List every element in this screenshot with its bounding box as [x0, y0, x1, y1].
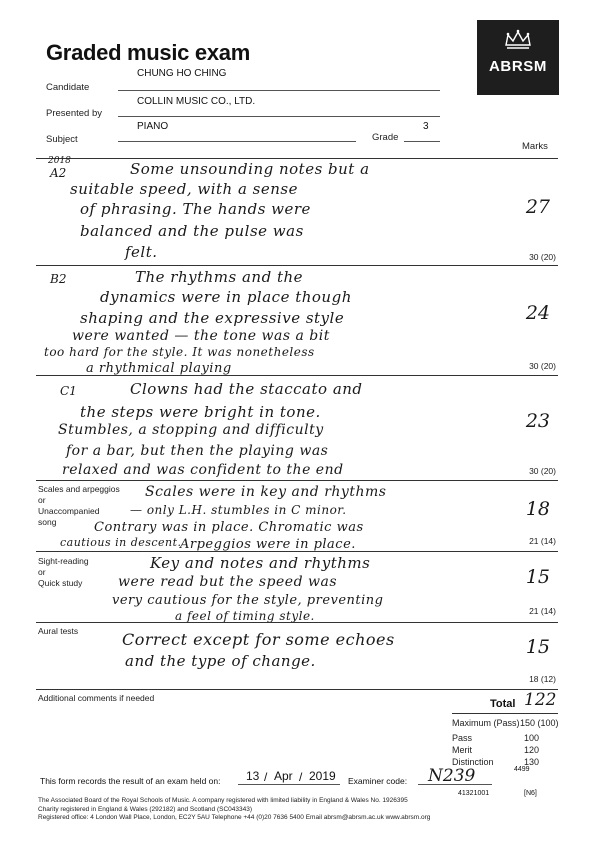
distinction-label: Distinction: [452, 757, 494, 767]
section-divider: [36, 622, 558, 623]
grade-label: Grade: [372, 132, 399, 143]
distinction-value: 130: [524, 757, 540, 767]
section-mark: 15: [525, 636, 550, 658]
section-divider: [36, 689, 558, 690]
section-code: B2: [50, 272, 67, 286]
comment-line: Arpeggios were in place.: [180, 537, 356, 552]
section-max: 21 (14): [529, 606, 556, 616]
comment-line: balanced and the pulse was: [80, 222, 304, 240]
examiner-code-value: N239: [428, 766, 476, 786]
label-line: Unaccompanied: [38, 506, 100, 516]
date-separator: /: [299, 770, 303, 784]
section-code: A2: [50, 166, 67, 180]
comment-line: shaping and the expressive style: [80, 309, 345, 327]
merit-value: 120: [524, 745, 540, 755]
legal-line: Charity registered in England & Wales (292182) and Scotland (SC043343): [38, 805, 253, 813]
comment-line: felt.: [125, 243, 158, 261]
section-mark: 24: [525, 302, 550, 324]
date-separator: /: [264, 770, 268, 784]
section-divider: [36, 551, 558, 552]
comment-line: too hard for the style. It was nonetheless: [44, 345, 315, 359]
pass-label: Pass: [452, 733, 473, 743]
label-line: or: [38, 495, 46, 505]
comment-line: the steps were bright in tone.: [80, 403, 321, 421]
ref-code: [N6]: [524, 790, 537, 797]
abrsm-logo: [477, 20, 559, 95]
merit-label: Merit: [452, 745, 472, 755]
comment-line: were read but the speed was: [118, 574, 338, 590]
grade-value: 3: [423, 121, 429, 132]
label-line: or: [38, 567, 46, 577]
comment-line: cautious in descent.: [60, 536, 182, 549]
total-value: 122: [524, 690, 557, 710]
candidate-label: Candidate: [46, 82, 90, 93]
section-divider: [36, 375, 558, 376]
label-line: Sight-reading: [38, 556, 89, 566]
subject-label: Subject: [46, 134, 78, 145]
examiner-code-label: Examiner code:: [348, 776, 408, 786]
header-divider: [36, 158, 558, 159]
comment-line: Stumbles, a stopping and difficulty: [58, 422, 324, 438]
comment-line: and the type of change.: [125, 652, 316, 670]
comment-line: Contrary was in place. Chromatic was: [94, 520, 364, 535]
legal-line: Registered office: 4 London Wall Place, London, EC2Y 5AU Telephone +44 (0)20 7636 5400 Email abrsm@abrsm.ac.uk www.abrsm.org: [38, 814, 431, 821]
comment-line: a rhythmical playing: [86, 361, 232, 376]
examiner-rule: [418, 784, 492, 785]
additional-comments-label: Additional comments if needed: [38, 693, 155, 703]
comment-line: Correct except for some echoes: [122, 630, 395, 649]
label-line: Scales and arpeggios: [38, 484, 120, 494]
section-mark: 18: [525, 498, 550, 520]
label-line: song: [38, 517, 57, 527]
section-max: 18 (12): [529, 674, 556, 684]
label-line: Quick study: [38, 578, 83, 588]
presented-value: COLLIN MUSIC CO., LTD.: [137, 96, 256, 107]
comment-line: for a bar, but then the playing was: [66, 443, 329, 459]
comment-line: relaxed and was confident to the end: [62, 462, 344, 478]
section-divider: [36, 265, 558, 266]
comment-line: Some unsounding notes but a: [130, 160, 370, 178]
page-title: Graded music exam: [46, 40, 250, 65]
marks-label: Marks: [522, 141, 548, 152]
section-mark: 27: [525, 196, 550, 218]
comment-line: suitable speed, with a sense: [70, 180, 298, 198]
candidate-value: CHUNG HO CHING: [137, 68, 227, 79]
comment-line: Scales were in key and rhythms: [145, 484, 387, 500]
section-label: [38, 556, 89, 589]
exam-date-year: 2019: [309, 769, 336, 783]
section-divider: [36, 480, 558, 481]
comment-line: The rhythms and the: [135, 268, 304, 286]
code-top: 4499: [514, 766, 530, 773]
section-max: 30 (20): [529, 361, 556, 371]
grade-rule: [404, 141, 440, 142]
comment-line: Key and notes and rhythms: [150, 554, 371, 572]
exam-date-month: Apr: [274, 769, 293, 783]
section-code: C1: [60, 384, 77, 398]
subject-rule: [118, 141, 356, 142]
crown-icon: [503, 29, 533, 51]
candidate-rule: [118, 90, 440, 91]
max-pass-value: 150 (100): [520, 718, 559, 728]
section-max: 21 (14): [529, 536, 556, 546]
comment-line: a feel of timing style.: [175, 609, 315, 623]
comment-line: of phrasing. The hands were: [80, 200, 311, 218]
comment-line: Clowns had the staccato and: [130, 380, 363, 398]
label-line: Aural tests: [38, 626, 79, 636]
date-rule: [238, 784, 340, 785]
presented-label: Presented by: [46, 108, 102, 119]
section-label: [38, 626, 78, 637]
presented-rule: [118, 116, 440, 117]
exam-date-day: 13: [246, 769, 260, 783]
comment-line: very cautious for the style, preventing: [112, 593, 384, 608]
comment-line: were wanted — the tone was a bit: [72, 328, 330, 344]
legal-line: The Associated Board of the Royal Schools of Music. A company registered with limited liability in England & Wales No. 1926395: [38, 797, 408, 804]
comment-line: — only L.H. stumbles in C minor.: [130, 503, 347, 517]
section-max: 30 (20): [529, 466, 556, 476]
logo-text: ABRSM: [489, 58, 547, 75]
exam-record-text: This form records the result of an exam held on:: [40, 776, 221, 786]
legal-text: [38, 797, 518, 823]
total-rule: [452, 713, 558, 714]
section-max: 30 (20): [529, 252, 556, 262]
comment-line: dynamics were in place though: [100, 288, 352, 306]
section-mark: 15: [525, 566, 550, 588]
ref-number: 41321001: [458, 790, 490, 797]
pass-value: 100: [524, 733, 540, 743]
total-label: Total: [490, 698, 516, 710]
subject-value: PIANO: [137, 121, 169, 132]
section-mark: 23: [525, 410, 550, 432]
max-pass-label: Maximum (Pass): [452, 718, 520, 728]
year-annotation: 2018: [48, 156, 71, 166]
